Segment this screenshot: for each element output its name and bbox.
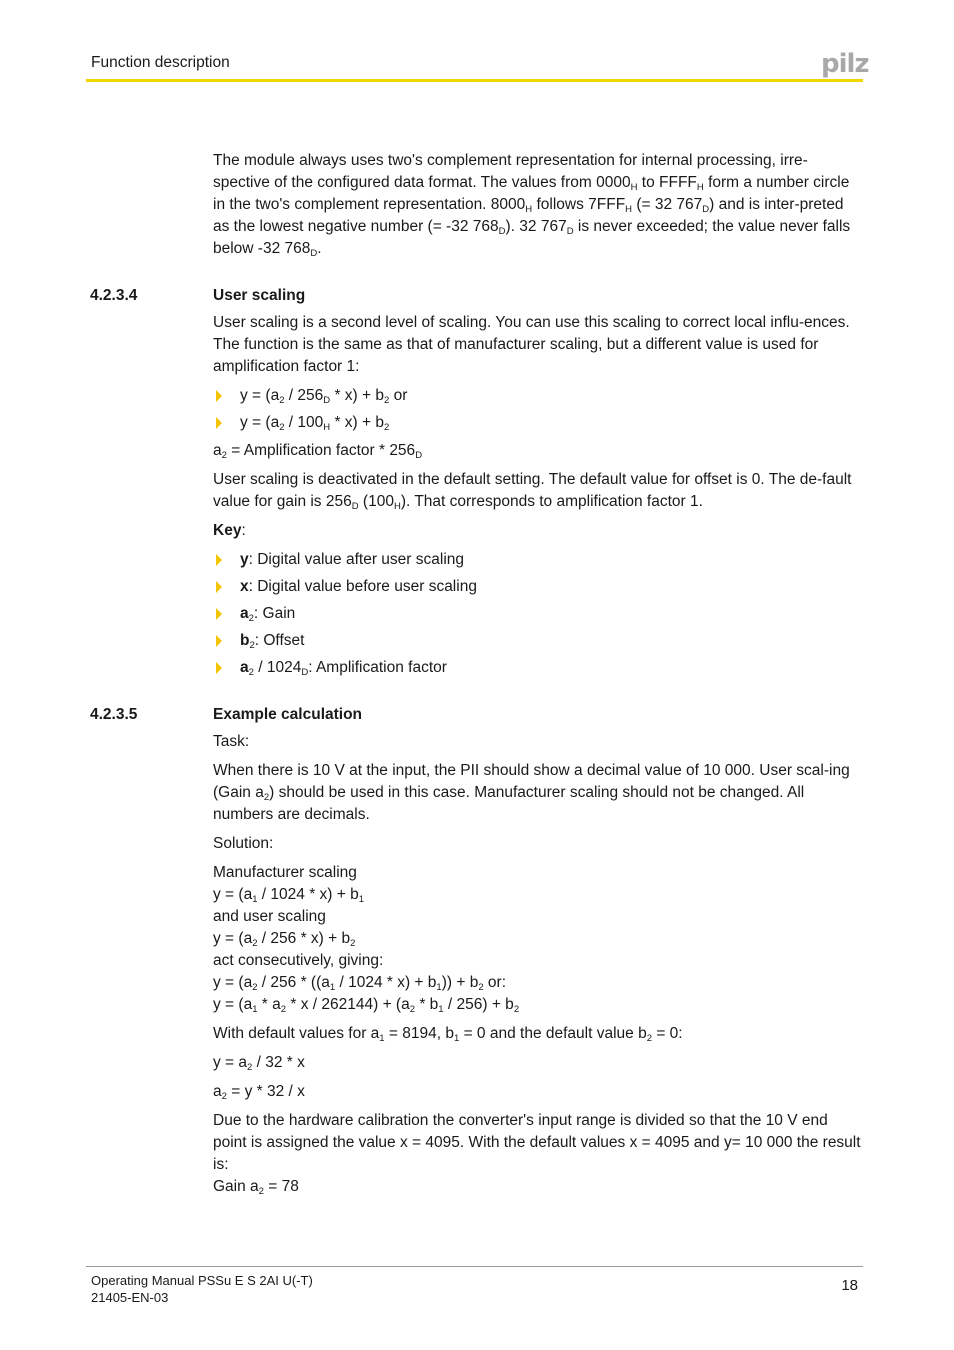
list-item — [213, 412, 863, 434]
key-description: $_2$: Offset — [249, 632, 305, 651]
formula-list — [213, 385, 863, 434]
solution-label: Solution: — [213, 835, 274, 852]
document-number: 21405-EN-03 — [91, 1290, 169, 1305]
key-description: $_2$: Gain — [248, 605, 296, 624]
section-user-scaling — [90, 285, 863, 679]
key-list — [213, 549, 863, 679]
list-item — [213, 385, 863, 407]
derivation-line: $y = (a_1 * a_2 * x / 262144) + (a_2 * b_1 / 256) + b_2$ — [213, 996, 520, 1015]
defaults-line: With default values for $a_1 = 8194$, $b_1 = 0$ and the default value $b_2 = 0$: — [213, 1025, 683, 1044]
a2-definition: $a_2$ = Amplification factor * $256_D$ — [213, 442, 423, 461]
section-title: User scaling — [213, 287, 306, 304]
header-divider — [86, 79, 863, 82]
key-symbol: a — [240, 605, 249, 622]
running-header: Function description — [91, 54, 230, 71]
formula-text: $y = (a_2 / 100_H * x) + b_2$ — [240, 414, 390, 433]
user-scaling-paragraph: User scaling is a second level of scaling. You can use this scaling to correct local influ-ences. The function is the same as that of manufacturer scaling, but a different value is used for amplification factor 1: — [213, 314, 850, 375]
derivation-block — [213, 862, 863, 1016]
pilz-logo: pilz — [821, 49, 869, 79]
key-symbol: y — [240, 551, 249, 568]
list-item — [213, 576, 863, 598]
result-block — [213, 1110, 863, 1198]
derivation-line: Manufacturer scaling — [213, 864, 357, 881]
default-setting-paragraph: User scaling is deactivated in the default setting. The default value for offset is 0. The de-fault value for gain is $256_D$ $(100_H)$. That corresponds to amplification factor 1. — [213, 471, 852, 512]
list-item — [213, 657, 863, 679]
list-item — [213, 603, 863, 625]
section-example-calculation — [90, 704, 863, 1198]
equation-line: $a_2 = y * 32 / x$ — [213, 1083, 305, 1102]
section-title: Example calculation — [213, 706, 363, 723]
key-heading: Key: — [213, 522, 246, 539]
derivation-line: $y = (a_1 / 1024 * x) + b_1$ — [213, 886, 365, 905]
section-number: 4.2.3.5 — [90, 706, 138, 723]
task-label: Task: — [213, 733, 250, 750]
footer-info — [91, 1272, 313, 1306]
page-body — [90, 150, 863, 1198]
derivation-line: $y = (a_2 / 256 * x) + b_2$ — [213, 930, 356, 949]
bullet-arrow-icon — [216, 417, 222, 429]
footer-divider — [86, 1266, 863, 1267]
task-paragraph: When there is 10 V at the input, the PII should show a decimal value of 10 000. User scal-ing (Gain $a_2$) should be used in this case. Manufacturer scaling should not be changed. All numbers are decimals. — [213, 762, 850, 823]
bullet-arrow-icon — [216, 581, 222, 593]
derivation-line: $y = (a_2 / 256 * ((a_1 / 1024 * x) + b_1)) + b_2$ or: — [213, 974, 507, 993]
page-number: 18 — [841, 1277, 858, 1294]
key-description: $_2 / 1024_D$: Amplification factor — [248, 659, 447, 678]
section-number: 4.2.3.4 — [90, 287, 138, 304]
derivation-line: act consecutively, giving: — [213, 952, 384, 969]
list-item — [213, 630, 863, 652]
key-description: : Digital value before user scaling — [248, 578, 477, 595]
derivation-line: and user scaling — [213, 908, 326, 925]
bullet-arrow-icon — [216, 635, 222, 647]
key-symbol: a — [240, 659, 249, 676]
manual-title: Operating Manual PSSu E S 2AI U(-T) — [91, 1273, 313, 1288]
key-symbol: x — [240, 578, 249, 595]
key-description: : Digital value after user scaling — [248, 551, 465, 568]
bullet-arrow-icon — [216, 662, 222, 674]
bullet-arrow-icon — [216, 390, 222, 402]
calibration-paragraph: Due to the hardware calibration the converter's input range is divided so that the 10 V end point is assigned the value x = 4095. With the default values x = 4095 and y= 10 000 the result is: — [213, 1112, 861, 1173]
bullet-arrow-icon — [216, 554, 222, 566]
list-item — [213, 549, 863, 571]
intro-paragraph: The module always uses two's complement representation for internal processing, irre-spective of the configured data format. The values from $0000_H$ to $FFFF_H$ form a number circle in the two's complement representation. $8000_H$ follows $7FFF_H$ (= 32 $767_D$) and is inter-preted as the lowest negative number (= -32 $768_D$). 32 $767_D$ is never exceeded; the value never falls below -32 $768_D$. — [213, 152, 851, 259]
formula-text: $y = (a_2 / 256_D * x) + b_2$ or — [240, 387, 408, 406]
key-symbol: b — [240, 632, 250, 649]
equation-line: $y = a_2 / 32 * x$ — [213, 1054, 305, 1073]
bullet-arrow-icon — [216, 608, 222, 620]
gain-result: Gain $a_2 = 78$ — [213, 1178, 299, 1197]
